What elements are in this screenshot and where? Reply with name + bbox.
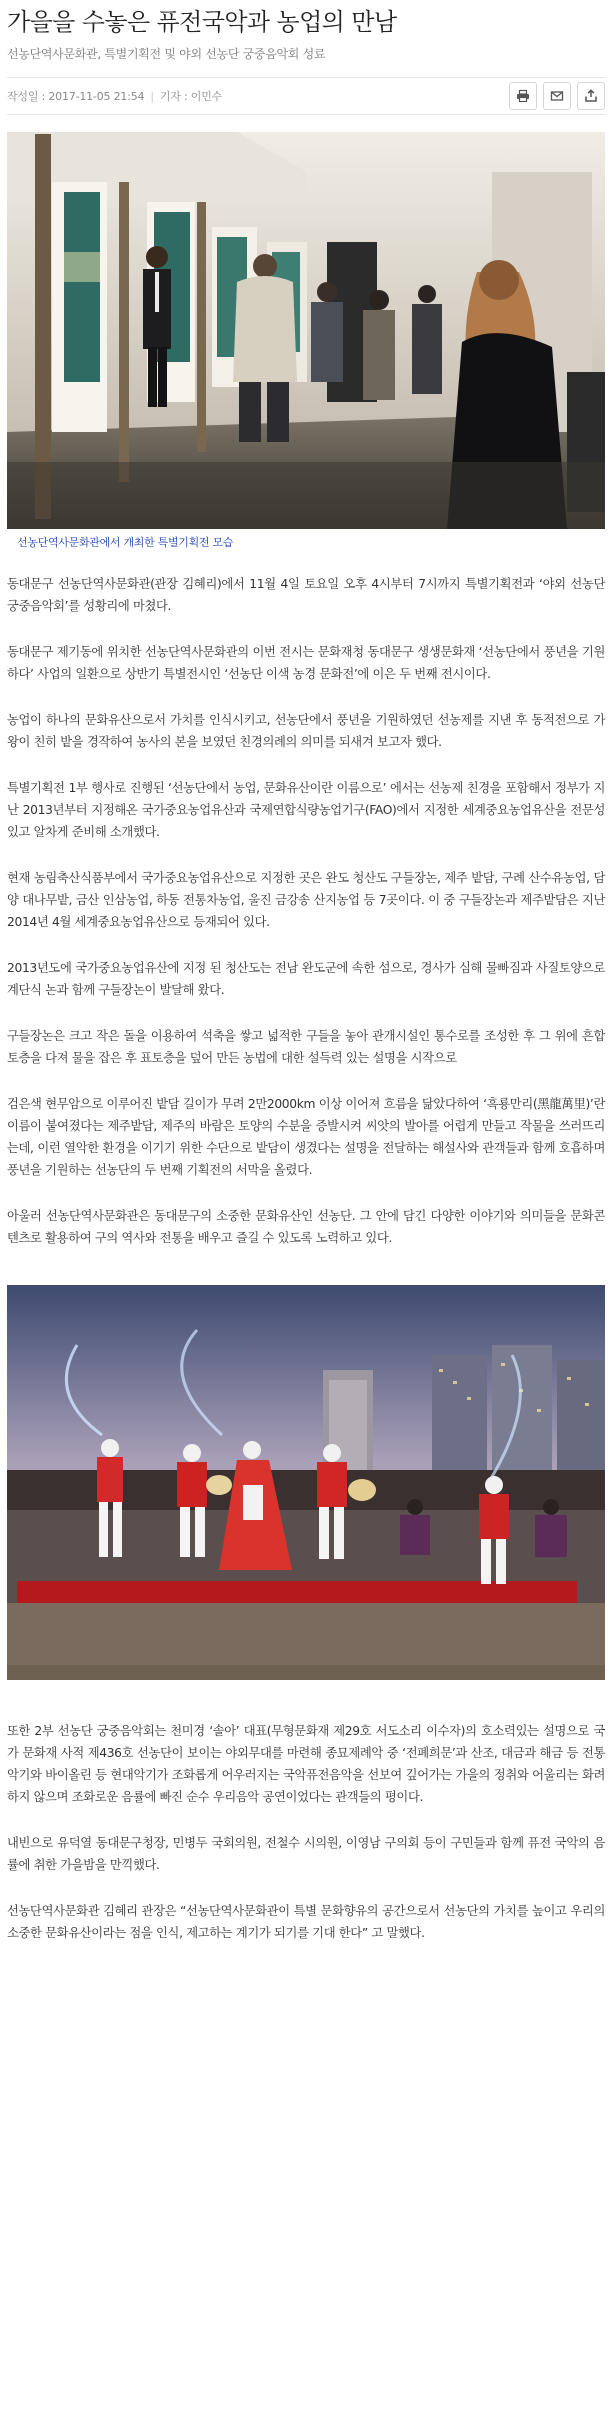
article-meta-bar [7,77,605,115]
paragraph: 특별기획전 1부 행사로 진행된 ‘선농단에서 농업, 문화유산이란 이름으로’ 에서는 선농제 친경을 포함해서 정부가 지난 2013년부터 지정해온 국가중요농업유산과 국제연합식량농업기구(FAO)에서 지정한 세계중요농업유산을 전문성 있고 알차게 준비해 소개했다. [7,781,605,839]
paragraph: 검은색 현무암으로 이루어진 밭담 길이가 무려 2만2000km 이상 이어져 흐름을 닮았다하여 ‘흑룡만리(黑龍萬里)’란 이름이 붙여졌다는 제주밭담, 제주의 바람은 토양의 수분을 증발시켜 씨앗의 발아를 어렵게 만들고 작물을 쓰러뜨리는데, 이런 열악한 환경을 이기기 위한 수단으로 밭담이 생겼다는 설명을 전달하는 해설사와 관객들과 함께 호흡하며 풍년을 기원하는 선농단의 두 번째 기획전의 서막을 올렸다. [7,1097,605,1177]
share-button[interactable] [577,82,605,110]
email-icon [550,89,564,103]
paragraph: 구들장논은 크고 작은 돌을 이용하여 석축을 쌓고 넓적한 구들을 놓아 관개시설인 통수로를 조성한 후 그 위에 흔합토층을 다져 물을 잡은 후 표토층을 덮어 만든 농법에 대한 설득력 있는 설명을 시작으로 [7,1029,605,1065]
paragraph: 현재 농림축산식품부에서 국가중요농업유산으로 지정한 곳은 완도 청산도 구들장논, 제주 밭담, 구례 산수유농업, 담양 대나무밭, 금산 인삼농업, 하동 전통차농업, 울진 금강송 산지농업 등 7곳이다. 이 중 구들장논과 제주밭담은 지난 2014년 4월 세계중요농업유산으로 등재되어 있다. [7,871,605,929]
share-icon [584,89,598,103]
article-tools [509,82,605,110]
paragraph: 선농단역사문화관 김혜리 관장은 “선농단역사문화관이 특별 문화향유의 공간으로서 선농단의 가치를 높이고 우리의 소중한 문화유산이라는 점을 인식, 제고하는 계기가 되기를 기대 한다” 고 말했다. [7,1904,605,1940]
paragraph: 2013년도에 국가중요농업유산에 지정 된 청산도는 전남 완도군에 속한 섬으로, 경사가 심해 물빠짐과 사질토양으로 계단식 논과 함께 구들장논이 발달해 왔다. [7,961,605,997]
paragraph: 농업이 하나의 문화유산으로서 가치를 인식시키고, 선농단에서 풍년을 기원하였던 선농제를 지낸 후 동적전으로 가 왕이 친히 밭을 경작하여 농사의 본을 보였던 친경의례의 의미를 되새겨 보고자 했다. [7,713,605,749]
meta-divider: | [150,90,154,103]
author: 기자 : 이민수 [159,90,223,103]
email-button[interactable] [543,82,571,110]
print-button[interactable] [509,82,537,110]
publish-date: 작성일 : 2017-11-05 21:54 [7,90,145,103]
exhibition-photo [7,132,605,529]
article-title: 가을을 수놓은 퓨전국악과 농업의 만남 [7,8,397,36]
print-icon [516,89,530,103]
photo-caption: 선농단역사문화관에서 개최한 특별기획전 모습 [17,536,234,549]
paragraph: 아울러 선농단역사문화관은 동대문구의 소중한 문화유산인 선농단. 그 안에 담긴 다양한 이야기와 의미들을 문화콘텐츠로 활용하여 구의 역사와 전통을 배우고 즐길 수 있도록 노력하고 있다. [7,1209,605,1245]
paragraph: 동대문구 선농단역사문화관(관장 김혜리)에서 11월 4일 토요일 오후 4시부터 7시까지 특별기획전과 ‘야외 선농단 궁중음악회’를 성황리에 마쳤다. [7,577,605,613]
paragraph: 동대문구 제기동에 위치한 선농단역사문화관의 이번 전시는 문화재청 동대문구 생생문화재 ‘선농단에서 풍년을 기원하다’ 사업의 일환으로 상반기 특별전시인 ‘선농단 이색 농경 문화전’에 이은 두 번째 전시이다. [7,645,605,681]
paragraph: 내빈으로 유덕열 동대문구청장, 민병두 국회의원, 전철수 시의원, 이영남 구의회 등이 구민들과 함께 퓨전 국악의 음률에 취한 가을밤을 만끽했다. [7,1836,605,1872]
paragraph: 또한 2부 선농단 궁중음악회는 천미경 ‘솔아’ 대표(무형문화재 제29호 서도소리 이수자)의 호소력있는 설명으로 국가 문화재 사적 제436호 선농단이 보이는 야외무대를 마련해 종묘제례악 중 ‘전폐희문’과 산조, 대금과 해금 등 전통악기와 바이올린 등 현대악기가 조화롭게 어우러지는 국악퓨전음악을 선보여 깊어가는 가을의 정취와 어울리는 화려하지 않으며 조화로운 음률에 빠진 순수 우리음악 공연이었다는 관객들의 평이다. [7,1724,605,1804]
article-subtitle: 선농단역사문화관, 특별기획전 및 야외 선농단 궁중음악회 성료 [7,47,326,61]
article-meta [7,88,222,104]
concert-photo [7,1285,605,1680]
